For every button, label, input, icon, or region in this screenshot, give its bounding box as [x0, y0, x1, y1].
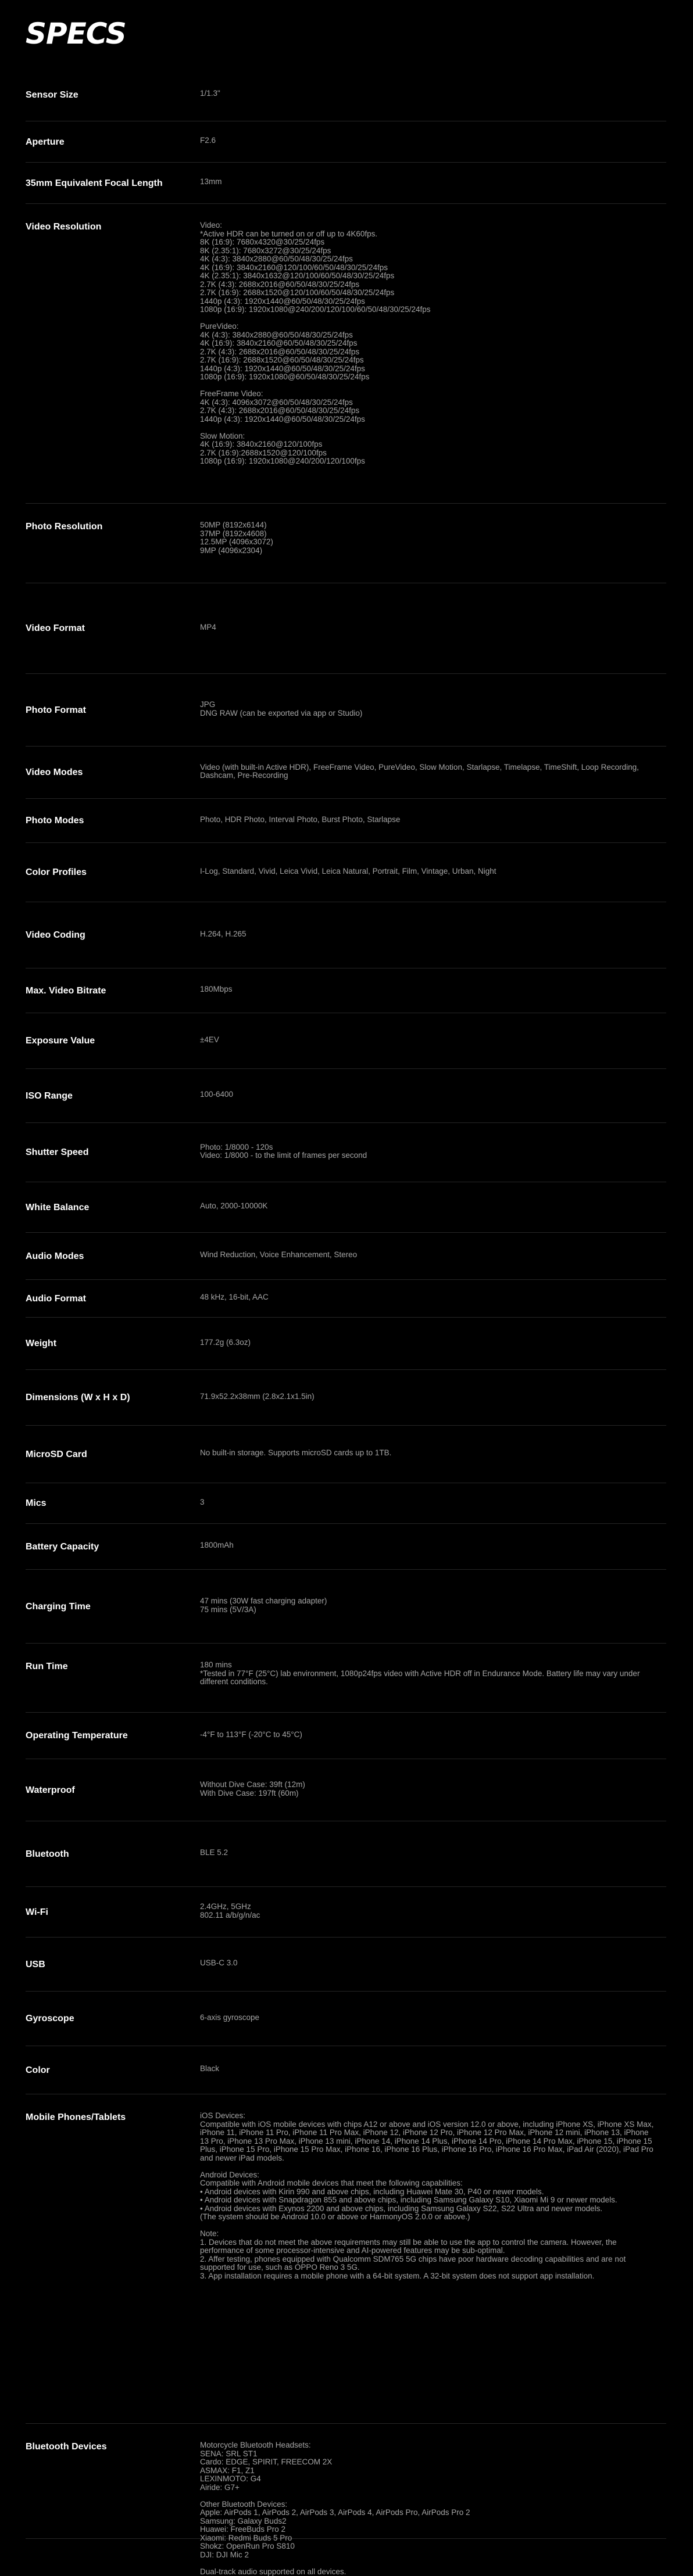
spec-value	[200, 985, 671, 994]
spec-value	[200, 2112, 671, 2280]
spec-value-line: supported for use, such as OPPO Reno 3 5G.	[200, 2263, 671, 2272]
spec-value-line: different conditions.	[200, 1678, 671, 1687]
spec-value-line: 802.11 a/b/g/n/ac	[200, 1911, 671, 1920]
spec-value-line: 1440p (4:3): 1920x1440@60/50/48/30/25/24fps	[200, 365, 671, 374]
spec-value-line: 2.7K (16:9): 2688x1520@120/100/60/50/48/30/25/24fps	[200, 289, 671, 297]
spec-row-shutter-speed	[26, 1123, 666, 1182]
spec-label: Audio Modes	[26, 1251, 84, 1262]
spec-value-line: 1. Devices that do not meet the above requirements may still be able to use the app to control the camera. However, the	[200, 2238, 671, 2247]
spec-value-line: 4K (4:3): 3840x2880@60/50/48/30/25/24fps	[200, 255, 671, 264]
spec-value-line: 6-axis gyroscope	[200, 2014, 671, 2022]
spec-value-line	[200, 2162, 671, 2171]
spec-value-line: 1/1.3"	[200, 89, 671, 98]
spec-row-microsd-card	[26, 1426, 666, 1483]
spec-value-line: 13mm	[200, 178, 671, 186]
spec-value-line: • Android devices with Kirin 990 and above chips, including Huawei Mate 30, P40 or newer models.	[200, 2188, 671, 2197]
spec-value-line: 2.7K (16:9): 2688x1520@60/50/48/30/25/24fps	[200, 356, 671, 365]
spec-row-wi-fi	[26, 1887, 666, 1938]
spec-value-line: 1800mAh	[200, 1541, 671, 1550]
spec-row-exposure-value	[26, 1013, 666, 1069]
spec-value-line: Black	[200, 2065, 671, 2073]
spec-value-line: 180Mbps	[200, 985, 671, 994]
spec-value	[200, 1090, 671, 1099]
spec-value	[200, 1202, 671, 1211]
spec-value-line: DJI: DJI Mic 2	[200, 2551, 671, 2560]
spec-label: ISO Range	[26, 1090, 73, 1102]
spec-value	[200, 1959, 671, 1968]
spec-label: Battery Capacity	[26, 1541, 99, 1553]
spec-value-line: USB-C 3.0	[200, 1959, 671, 1968]
spec-value	[200, 1036, 671, 1045]
spec-value-line: 100-6400	[200, 1090, 671, 1099]
spec-row-dimensions-w-x-h-x-d	[26, 1370, 666, 1426]
spec-value	[200, 1731, 671, 1739]
spec-value-line: BLE 5.2	[200, 1849, 671, 1857]
spec-value-line: 2.7K (4:3): 2688x2016@60/50/48/30/25/24fps	[200, 281, 671, 289]
spec-value-line: SENA: SRL ST1	[200, 2450, 671, 2459]
spec-label: Aperture	[26, 137, 65, 148]
spec-value-line: Wind Reduction, Voice Enhancement, Stereo	[200, 1251, 671, 1260]
spec-label: Audio Format	[26, 1293, 86, 1305]
spec-value-line: *Active HDR can be turned on or off up to 4K60fps.	[200, 230, 671, 239]
spec-value-line: 8K (2.35:1): 7680x3272@30/25/24fps	[200, 247, 671, 256]
spec-label: Max. Video Bitrate	[26, 985, 106, 997]
spec-value-line: 71.9x52.2x38mm (2.8x2.1x1.5in)	[200, 1393, 671, 1401]
spec-label: Mobile Phones/Tablets	[26, 2112, 126, 2123]
spec-row-video-coding	[26, 902, 666, 968]
spec-label: Photo Modes	[26, 815, 84, 827]
spec-value	[200, 1781, 671, 1798]
spec-row-sensor-size	[26, 69, 666, 121]
spec-value-line: • Android devices with Exynos 2200 and above chips, including Samsung Galaxy S22, S22 Ultra and newer models.	[200, 2205, 671, 2213]
spec-label: Photo Resolution	[26, 521, 102, 533]
spec-row-max-video-bitrate	[26, 968, 666, 1013]
spec-label: Sensor Size	[26, 89, 78, 101]
spec-label: Video Coding	[26, 930, 85, 941]
spec-label: Shutter Speed	[26, 1147, 88, 1158]
spec-value-line: With Dive Case: 197ft (60m)	[200, 1789, 671, 1798]
spec-row-operating-temperature	[26, 1713, 666, 1759]
spec-row-usb	[26, 1938, 666, 1992]
spec-label: Video Resolution	[26, 221, 101, 233]
spec-value-line: 4K (16:9): 3840x2160@120/100/60/50/48/30/25/24fps	[200, 264, 671, 272]
spec-row-35mm-equivalent-focal-length	[26, 163, 666, 204]
spec-label: Bluetooth Devices	[26, 2441, 107, 2453]
spec-value-line: Huawei: FreeBuds Pro 2	[200, 2525, 671, 2534]
spec-row-aperture	[26, 121, 666, 163]
spec-value-line: 2.7K (16:9):2688x1520@120/100fps	[200, 449, 671, 458]
page-title: SPECS	[26, 16, 126, 51]
spec-value-line: 50MP (8192x6144)	[200, 521, 671, 530]
spec-row-white-balance	[26, 1182, 666, 1233]
spec-value-line: Samsung: Galaxy Buds2	[200, 2517, 671, 2526]
spec-value-line: and newer iPad models.	[200, 2154, 671, 2163]
spec-value-line	[200, 382, 671, 390]
spec-value-line: • Android devices with Snapdragon 855 and above chips, including Samsung Galaxy S10, Xiaomi Mi 9 or newer models.	[200, 2196, 671, 2205]
spec-value-line: Shokz: OpenRun Pro S810	[200, 2542, 671, 2551]
spec-value-line: 4K (4:3): 3840x2880@60/50/48/30/25/24fps	[200, 331, 671, 340]
spec-label: Gyroscope	[26, 2013, 74, 2025]
spec-value	[200, 930, 671, 939]
spec-value-line	[200, 2559, 671, 2568]
spec-row-mobile-phones-tablets	[26, 2094, 666, 2424]
spec-value-line: 4K (16:9): 3840x2160@60/50/48/30/25/24fps	[200, 339, 671, 348]
spec-value-line: Android Devices:	[200, 2171, 671, 2180]
spec-value	[200, 1903, 671, 1920]
spec-value-line: Apple: AirPods 1, AirPods 2, AirPods 3, AirPods 4, AirPods Pro, AirPods Pro 2	[200, 2509, 671, 2517]
spec-row-weight	[26, 1318, 666, 1370]
spec-value-line: LEXINMOTO: G4	[200, 2475, 671, 2484]
spec-value-line: 177.2g (6.3oz)	[200, 1339, 671, 1347]
spec-value-line: 75 mins (5V/3A)	[200, 1606, 671, 1615]
spec-value-line: Xiaomi: Redmi Buds 5 Pro	[200, 2534, 671, 2543]
spec-value-line: ±4EV	[200, 1036, 671, 1045]
spec-value-line: Photo, HDR Photo, Interval Photo, Burst Photo, Starlapse	[200, 816, 671, 824]
spec-value-line: 8K (16:9): 7680x4320@30/25/24fps	[200, 238, 671, 247]
spec-value-line: Compatible with Android mobile devices that meet the following capabilities:	[200, 2179, 671, 2188]
spec-value	[200, 2441, 671, 2576]
spec-value-line: 2.7K (4:3): 2688x2016@60/50/48/30/25/24fps	[200, 348, 671, 357]
spec-value-line: iOS Devices:	[200, 2112, 671, 2121]
spec-value	[200, 2014, 671, 2022]
spec-label: Color Profiles	[26, 867, 87, 878]
spec-value	[200, 816, 671, 824]
spec-label: Weight	[26, 1338, 56, 1350]
spec-label: Charging Time	[26, 1601, 91, 1613]
spec-value-line: Motorcycle Bluetooth Headsets:	[200, 2441, 671, 2450]
spec-value	[200, 701, 671, 717]
spec-row-run-time	[26, 1644, 666, 1713]
spec-value-line: 180 mins	[200, 1661, 671, 1670]
spec-value-line: Without Dive Case: 39ft (12m)	[200, 1781, 671, 1789]
spec-value	[200, 178, 671, 186]
spec-value-line: 1080p (16:9): 1920x1080@240/200/120/100fps	[200, 457, 671, 466]
spec-row-photo-resolution	[26, 504, 666, 583]
spec-row-gyroscope	[26, 1992, 666, 2046]
spec-value-line: I-Log, Standard, Vivid, Leica Vivid, Leica Natural, Portrait, Film, Vintage, Urban, Night	[200, 867, 671, 876]
spec-value-line: Other Bluetooth Devices:	[200, 2500, 671, 2509]
spec-value-line: 48 kHz, 16-bit, AAC	[200, 1293, 671, 1302]
spec-row-bluetooth	[26, 1821, 666, 1887]
spec-value-line: -4°F to 113°F (-20°C to 45°C)	[200, 1731, 671, 1739]
spec-value	[200, 763, 671, 780]
spec-value-line: Photo: 1/8000 - 120s	[200, 1143, 671, 1152]
spec-value-line: H.264, H.265	[200, 930, 671, 939]
spec-row-color-profiles	[26, 843, 666, 902]
spec-label: Bluetooth	[26, 1849, 69, 1860]
spec-value	[200, 137, 671, 145]
spec-row-bluetooth-devices	[26, 2424, 666, 2539]
spec-value-line: MP4	[200, 623, 671, 632]
spec-value	[200, 1541, 671, 1550]
spec-value-line: performance of some processor-intensive and AI-powered features may be sub-optimal.	[200, 2247, 671, 2255]
spec-value-line: Compatible with iOS mobile devices with chips A12 or above and iOS version 12.0 or above, including iPhone XS, iPhone XS Max,	[200, 2121, 671, 2129]
spec-value-line: 1440p (4:3): 1920x1440@60/50/48/30/25/24fps	[200, 297, 671, 306]
spec-value-line: Cardo: EDGE, SPIRIT, FREECOM 2X	[200, 2458, 671, 2467]
spec-value-line: No built-in storage. Supports microSD cards up to 1TB.	[200, 1449, 671, 1458]
spec-value-line: ASMAX: F1, Z1	[200, 2467, 671, 2475]
spec-value-line: Dual-track audio supported on all devices.	[200, 2568, 671, 2576]
spec-value	[200, 221, 671, 466]
spec-row-charging-time	[26, 1570, 666, 1644]
spec-value	[200, 1661, 671, 1687]
spec-value-line	[200, 314, 671, 323]
spec-label: Run Time	[26, 1661, 68, 1673]
spec-value-line: 4K (2.35:1): 3840x1632@120/100/60/50/48/30/25/24fps	[200, 272, 671, 281]
spec-value	[200, 1143, 671, 1160]
spec-row-color	[26, 2046, 666, 2094]
spec-value	[200, 623, 671, 632]
spec-value-line: Plus, iPhone 15 Pro, iPhone 15 Pro Max, iPhone 16, iPhone 16 Plus, iPhone 16 Pro, iPhone 16 Pro Max, iPad Air (2020), iPad Pro	[200, 2146, 671, 2154]
spec-value-line: 13 Pro, iPhone 13 Pro Max, iPhone 13 mini, iPhone 14, iPhone 14 Plus, iPhone 14 Pro, iPhone 14 Pro Max, iPhone 15, iPhone 15	[200, 2137, 671, 2146]
spec-value-line: 3	[200, 1498, 671, 1507]
spec-row-video-resolution	[26, 204, 666, 504]
spec-value-line: 2.4GHz, 5GHz	[200, 1903, 671, 1911]
spec-value-line: 4K (16:9): 3840x2160@120/100fps	[200, 440, 671, 449]
spec-label: Mics	[26, 1498, 47, 1509]
spec-value-line: Dashcam, Pre-Recording	[200, 772, 671, 780]
spec-row-battery-capacity	[26, 1524, 666, 1570]
spec-value-line: 2.7K (4:3): 2688x2016@60/50/48/30/25/24fps	[200, 407, 671, 415]
spec-value	[200, 867, 671, 876]
spec-value-line: Note:	[200, 2230, 671, 2238]
spec-label: Video Format	[26, 623, 85, 634]
spec-label: 35mm Equivalent Focal Length	[26, 178, 163, 189]
spec-value-line	[200, 424, 671, 432]
spec-row-mics	[26, 1483, 666, 1524]
spec-row-photo-format	[26, 674, 666, 747]
spec-value-line: 4K (4:3): 4096x3072@60/50/48/30/25/24fps	[200, 399, 671, 407]
spec-value-line: 9MP (4096x2304)	[200, 547, 671, 555]
spec-value	[200, 1293, 671, 1302]
spec-label: Exposure Value	[26, 1035, 95, 1047]
spec-row-photo-modes	[26, 799, 666, 843]
spec-row-video-format	[26, 583, 666, 674]
spec-label: USB	[26, 1959, 45, 1971]
spec-row-video-modes	[26, 747, 666, 799]
spec-value-line: Video: 1/8000 - to the limit of frames per second	[200, 1151, 671, 1160]
spec-value-line: Video (with built-in Active HDR), FreeFrame Video, PureVideo, Slow Motion, Starlapse, Timelapse, TimeShift, Loop Recording,	[200, 763, 671, 772]
spec-value-line: DNG RAW (can be exported via app or Studio)	[200, 709, 671, 718]
spec-value-line: 1440p (4:3): 1920x1440@60/50/48/30/25/24fps	[200, 415, 671, 424]
spec-value	[200, 2065, 671, 2073]
spec-label: Dimensions (W x H x D)	[26, 1392, 130, 1404]
spec-value	[200, 89, 671, 98]
spec-value-line: JPG	[200, 701, 671, 709]
spec-value	[200, 1339, 671, 1347]
spec-value-line: 2. Affer testing, phones equipped with Qualcomm SDM765 5G chips have poor hardware decoding capabilities and are not	[200, 2255, 671, 2264]
spec-row-waterproof	[26, 1759, 666, 1821]
spec-value	[200, 1498, 671, 1507]
spec-value-line: FreeFrame Video:	[200, 390, 671, 399]
spec-value-line: Slow Motion:	[200, 432, 671, 441]
spec-row-iso-range	[26, 1069, 666, 1123]
spec-value-line	[200, 2492, 671, 2500]
spec-value-line	[200, 2222, 671, 2230]
spec-row-audio-modes	[26, 1233, 666, 1280]
spec-value-line: 47 mins (30W fast charging adapter)	[200, 1597, 671, 1606]
spec-label: Video Modes	[26, 767, 83, 778]
spec-label: MicroSD Card	[26, 1449, 87, 1461]
spec-value-line: Auto, 2000-10000K	[200, 1202, 671, 1211]
spec-label: Photo Format	[26, 705, 86, 716]
spec-label: Waterproof	[26, 1785, 75, 1796]
spec-value-line: Video:	[200, 221, 671, 230]
spec-value	[200, 1251, 671, 1260]
spec-value	[200, 521, 671, 555]
spec-value	[200, 1393, 671, 1401]
spec-value	[200, 1597, 671, 1614]
spec-value-line: 1080p (16:9): 1920x1080@240/200/120/100/60/50/48/30/25/24fps	[200, 306, 671, 314]
spec-value	[200, 1449, 671, 1458]
spec-label: White Balance	[26, 1202, 89, 1214]
spec-value-line: (The system should be Android 10.0 or above or HarmonyOS 2.0.0 or above.)	[200, 2213, 671, 2222]
spec-label: Wi-Fi	[26, 1907, 48, 1918]
spec-value-line: F2.6	[200, 137, 671, 145]
spec-value-line: *Tested in 77°F (25°C) lab environment, 1080p24fps video with Active HDR off in Endurance Mode. Battery life may vary under	[200, 1670, 671, 1678]
spec-value-line: 1080p (16:9): 1920x1080@60/50/48/30/25/24fps	[200, 373, 671, 382]
spec-label: Operating Temperature	[26, 1730, 128, 1742]
spec-value-line: PureVideo:	[200, 322, 671, 331]
spec-value-line: 37MP (8192x4608)	[200, 530, 671, 539]
spec-value-line: Airide: G7+	[200, 2484, 671, 2492]
spec-value-line: 3. App installation requires a mobile phone with a 64-bit system. A 32-bit system does not support app installation.	[200, 2272, 671, 2281]
spec-row-audio-format	[26, 1280, 666, 1318]
spec-value	[200, 1849, 671, 1857]
spec-value-line: 12.5MP (4096x3072)	[200, 538, 671, 547]
spec-label: Color	[26, 2065, 50, 2076]
spec-value-line: iPhone 11, iPhone 11 Pro, iPhone 11 Pro Max, iPhone 12, iPhone 12 Pro, iPhone 12 Pro Max, iPhone 12 mini, iPhone 13, iPhone	[200, 2129, 671, 2137]
